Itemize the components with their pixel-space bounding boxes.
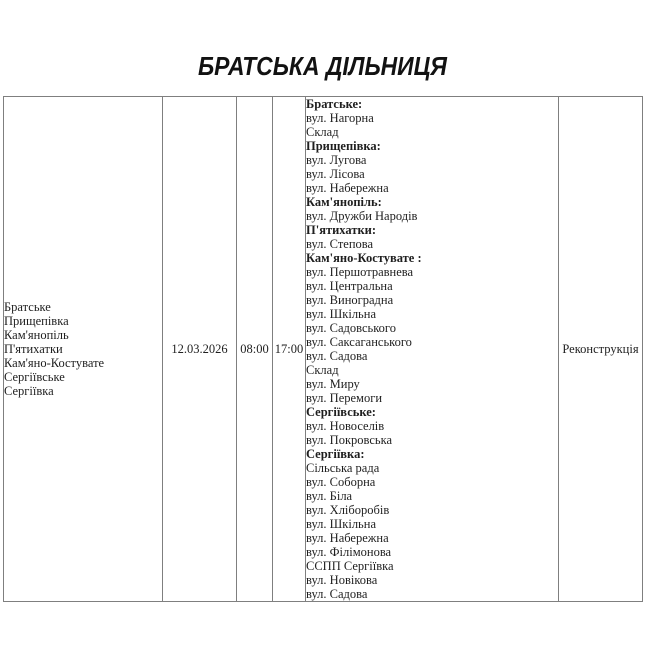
settlement-item: Кам'яно-Костувате: [4, 356, 105, 370]
street-line: Склад: [306, 125, 339, 139]
settlement-item: Братське: [4, 300, 51, 314]
time-start-cell: 08:00: [237, 97, 273, 602]
street-line-header: Сергіївка:: [306, 447, 365, 461]
outage-schedule-table: [3, 96, 643, 602]
street-line: вул. Нагорна: [306, 111, 374, 125]
street-line: вул. Миру: [306, 377, 360, 391]
street-line: вул. Новікова: [306, 573, 378, 587]
title-bar: [0, 50, 645, 82]
street-line: вул. Лугова: [306, 153, 367, 167]
street-line: вул. Садова: [306, 587, 368, 601]
street-line-header: Кам'янопіль:: [306, 195, 382, 209]
street-line: вул. Новоселів: [306, 419, 385, 433]
settlement-item: П'ятихатки: [4, 342, 63, 356]
street-line: вул. Дружби Народів: [306, 209, 418, 223]
street-line: Сільська рада: [306, 461, 380, 475]
street-line-header: Прищепівка:: [306, 139, 381, 153]
street-line: вул. Центральна: [306, 279, 393, 293]
settlement-item: Кам'янопіль: [4, 328, 69, 342]
street-line-header: Сергіївське:: [306, 405, 376, 419]
street-line: Склад: [306, 363, 339, 377]
page-title: БРАТСЬКА ДІЛЬНИЦЯ: [197, 51, 448, 81]
street-line: вул. Шкільна: [306, 517, 376, 531]
settlement-item: Прищепівка: [4, 314, 69, 328]
settlement-item: Сергіївське: [4, 370, 65, 384]
work-type-cell: Реконструкція: [559, 97, 643, 602]
street-line-header: П'ятихатки:: [306, 223, 377, 237]
street-line: ССПП Сергіївка: [306, 559, 394, 573]
street-line: вул. Першотравнева: [306, 265, 414, 279]
street-line: вул. Філімонова: [306, 545, 392, 559]
time-end-cell: 17:00: [273, 97, 306, 602]
street-line: вул. Шкільна: [306, 307, 376, 321]
street-line: вул. Лісова: [306, 167, 365, 181]
street-line: вул. Біла: [306, 489, 353, 503]
street-line-header: Братське:: [306, 97, 363, 111]
table-row: [4, 97, 643, 602]
street-line-header: Кам'яно-Костувате :: [306, 251, 422, 265]
streets-cell: [306, 97, 559, 602]
street-line: вул. Набережна: [306, 181, 389, 195]
street-line: вул. Покровська: [306, 433, 393, 447]
street-line: вул. Саксаганського: [306, 335, 412, 349]
street-line: вул. Перемоги: [306, 391, 383, 405]
settlement-item: Сергіївка: [4, 384, 54, 398]
street-line: вул. Садовського: [306, 321, 396, 335]
street-line: вул. Хліборобів: [306, 503, 390, 517]
street-line: вул. Набережна: [306, 531, 389, 545]
street-line: вул. Соборна: [306, 475, 376, 489]
street-line: вул. Степова: [306, 237, 374, 251]
settlements-cell: [4, 97, 163, 602]
street-line: вул. Садова: [306, 349, 368, 363]
street-line: вул. Виноградна: [306, 293, 394, 307]
date-cell: 12.03.2026: [163, 97, 237, 602]
